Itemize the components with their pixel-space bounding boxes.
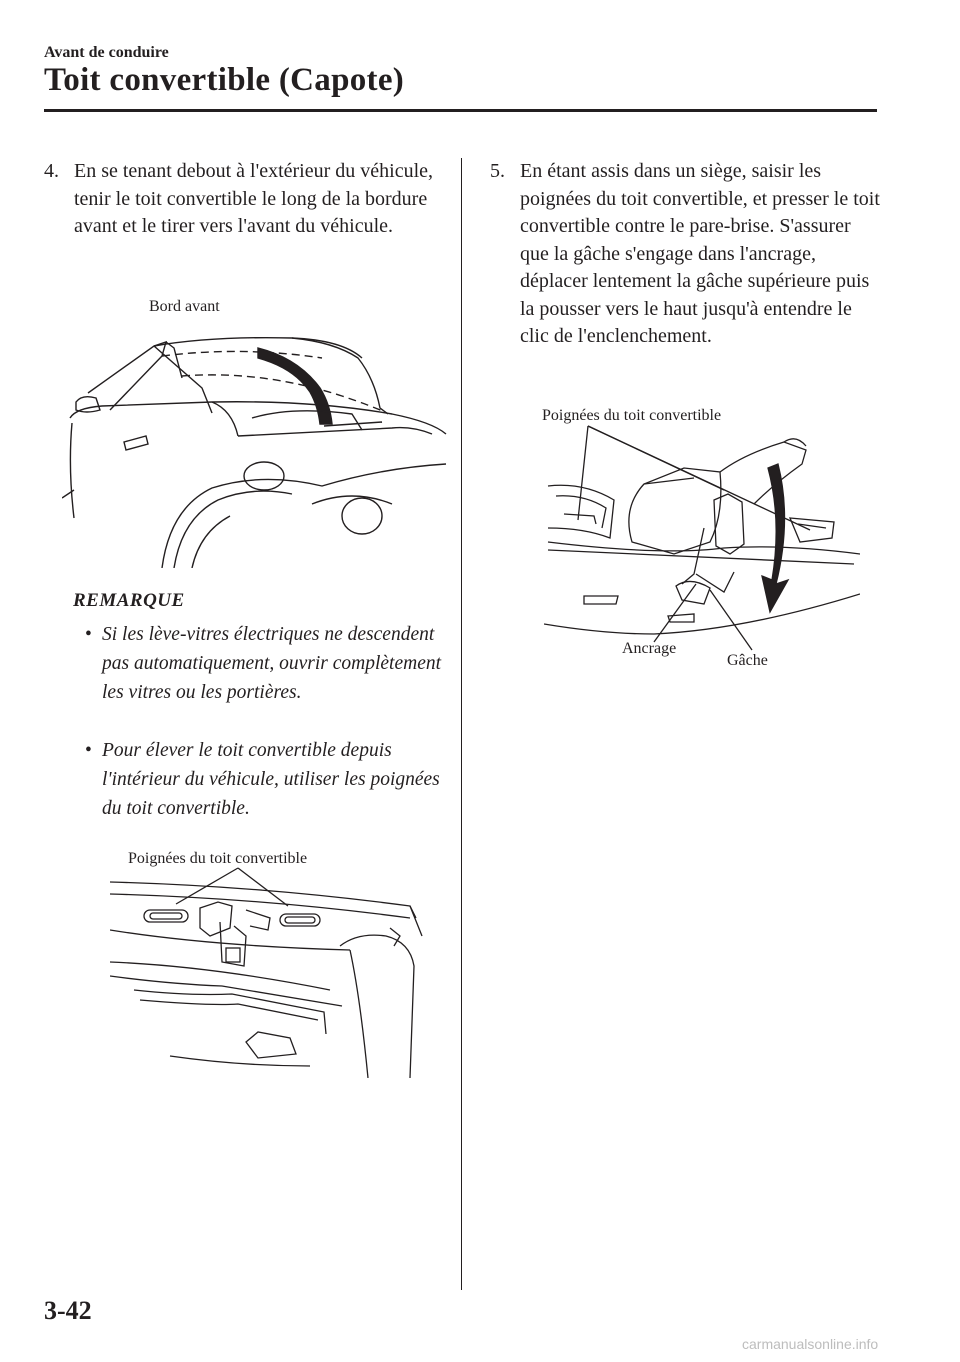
figure-1-label: Bord avant [149,298,220,315]
figure-3-label-handles: Poignées du toit convertible [542,407,722,424]
section-label: Avant de conduire [44,44,169,61]
step-4-number: 4. [44,160,59,182]
step-4-text: En se tenant debout à l'extérieur du véhicule, tenir le toit convertible le long de la bordure avant et le tirer vers l'avant du véhicule. [74,160,434,237]
bullet: • [85,740,92,761]
note-item [85,620,455,707]
figure-2-roof-handles [110,866,438,1078]
figure-2-label: Poignées du toit convertible [128,850,308,867]
step-4 [44,158,434,241]
step-5-text: En étant assis dans un siège, saisir les poignées du toit convertible, et presser le toit convertible contre le pare-brise. S'assurer que la gâche s'engage dans l'ancrage, déplacer lentement la gâche supérieure puis la pousser vers le haut jusqu'à entendre le clic de l'enclenchement. [520,160,880,347]
column-divider [461,158,462,1290]
note-item-text: Pour élever le toit convertible depuis l'intérieur du véhicule, utiliser les poignées du toit convertible. [102,740,440,819]
figure-3-latch-anchor [544,424,860,660]
title-rule [44,109,877,112]
note-title: REMARQUE [73,590,185,611]
step-5 [490,158,880,351]
page-title: Toit convertible (Capote) [44,62,405,98]
figure-3-label-latch: Gâche [727,652,768,669]
step-5-number: 5. [490,160,505,182]
watermark: carmanualsonline.info [742,1336,879,1352]
bullet: • [85,624,92,645]
figure-1-convertible-car [62,318,448,568]
note-item-text: Si les lève-vitres électriques ne descendent pas automatiquement, ouvrir complètement les vitres ou les portières. [102,624,442,703]
figure-3-label-anchor: Ancrage [622,640,677,657]
page-number: 3-42 [44,1296,92,1325]
note-item [85,736,455,823]
